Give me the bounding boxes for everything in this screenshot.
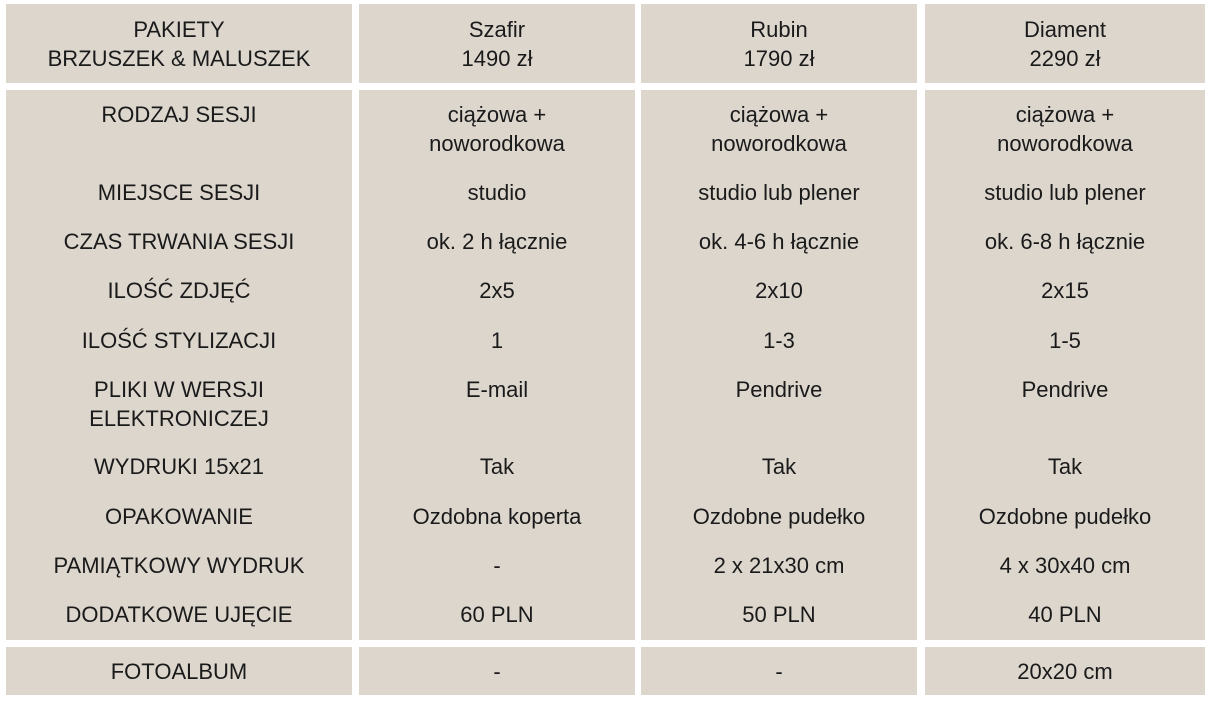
- feature-label: OPAKOWANIE: [105, 504, 253, 529]
- package-name: Szafir: [468, 16, 526, 42]
- feature-value: Tak: [479, 454, 515, 479]
- feature-value: 40 PLN: [1028, 602, 1102, 627]
- feature-value: Ozdobna koperta: [412, 504, 582, 529]
- feature-value: 50 PLN: [742, 602, 816, 627]
- feature-value: 2x10: [755, 278, 803, 303]
- package-name: Diament: [1024, 16, 1106, 42]
- feature-label: PAMIĄTKOWY WYDRUK: [53, 553, 305, 578]
- fotoalbum-value: -: [493, 658, 501, 684]
- feature-value: -: [493, 553, 501, 578]
- fotoalbum-label-cell: [6, 647, 352, 695]
- feature-value: studio: [467, 180, 527, 205]
- feature-label: DODATKOWE UJĘCIE: [65, 602, 293, 627]
- fotoalbum-szafir-cell: [359, 647, 635, 695]
- feature-value: E-mail: [465, 377, 529, 402]
- feature-value: 1: [490, 328, 504, 353]
- header-label-cell: [6, 4, 352, 83]
- feature-label: RODZAJ SESJI: [101, 102, 257, 127]
- feature-value: 2x15: [1041, 278, 1089, 303]
- package-header-rubin: [641, 4, 917, 83]
- feature-value: 1-5: [1049, 328, 1081, 353]
- package-header-diament: [925, 4, 1205, 83]
- feature-label: WYDRUKI 15x21: [94, 454, 264, 479]
- feature-value: ciążowa +: [447, 102, 547, 127]
- feature-value: 1-3: [763, 328, 795, 353]
- feature-value: Pendrive: [1021, 377, 1109, 402]
- feature-value: Pendrive: [735, 377, 823, 402]
- feature-value: 2 x 21x30 cm: [713, 553, 845, 578]
- feature-label-column: [6, 90, 352, 640]
- feature-value: Ozdobne pudełko: [692, 504, 866, 529]
- feature-value: noworodkowa: [711, 131, 847, 156]
- feature-label: ILOŚĆ STYLIZACJI: [81, 328, 277, 353]
- feature-label: ILOŚĆ ZDJĘĆ: [107, 278, 251, 303]
- feature-value: ciążowa +: [729, 102, 829, 127]
- fotoalbum-label: FOTOALBUM: [110, 658, 248, 684]
- feature-value: 2x5: [479, 278, 515, 303]
- feature-label: CZAS TRWANIA SESJI: [63, 229, 295, 254]
- fotoalbum-value: -: [775, 658, 783, 684]
- feature-value: ciążowa +: [1015, 102, 1115, 127]
- feature-value: studio lub plener: [984, 180, 1146, 205]
- feature-label: PLIKI W WERSJI: [94, 377, 264, 402]
- szafir-value-column: [359, 90, 635, 640]
- rubin-value-column: [641, 90, 917, 640]
- fotoalbum-diament-cell: [925, 647, 1205, 695]
- package-price: 2290 zł: [1029, 45, 1101, 71]
- feature-value: Ozdobne pudełko: [978, 504, 1152, 529]
- feature-value: ok. 2 h łącznie: [426, 229, 568, 254]
- feature-label: MIEJSCE SESJI: [97, 180, 261, 205]
- package-price: 1490 zł: [461, 45, 533, 71]
- package-name: Rubin: [750, 16, 808, 42]
- feature-value: 60 PLN: [460, 602, 534, 627]
- feature-value: noworodkowa: [997, 131, 1133, 156]
- feature-label: ELEKTRONICZEJ: [89, 406, 269, 431]
- header-label-line-2: BRZUSZEK & MALUSZEK: [47, 45, 311, 71]
- feature-value: noworodkowa: [429, 131, 565, 156]
- feature-value: ok. 4-6 h łącznie: [698, 229, 860, 254]
- feature-value: 4 x 30x40 cm: [999, 553, 1131, 578]
- header-label-line-1: PAKIETY: [133, 16, 225, 42]
- feature-value: Tak: [761, 454, 797, 479]
- fotoalbum-value: 20x20 cm: [1017, 658, 1113, 684]
- diament-value-column: [925, 90, 1205, 640]
- package-price: 1790 zł: [743, 45, 815, 71]
- feature-value: studio lub plener: [698, 180, 860, 205]
- package-header-szafir: [359, 4, 635, 83]
- feature-value: ok. 6-8 h łącznie: [984, 229, 1146, 254]
- fotoalbum-rubin-cell: [641, 647, 917, 695]
- feature-value: Tak: [1047, 454, 1083, 479]
